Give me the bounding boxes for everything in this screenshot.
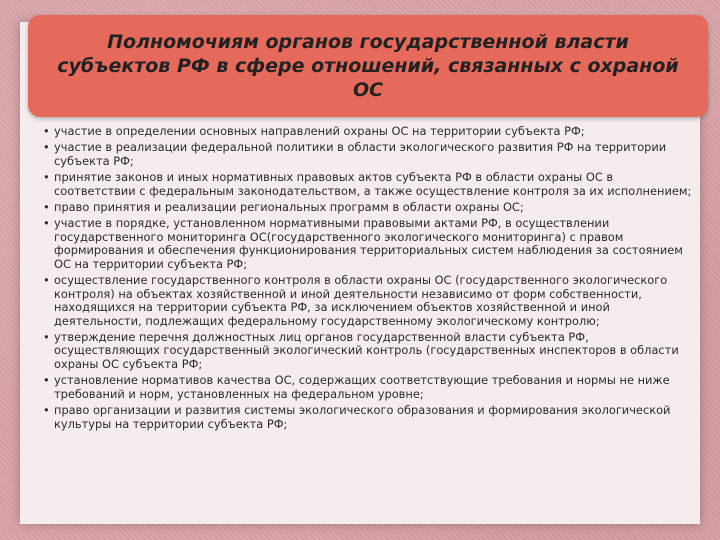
bullet-marker: • <box>43 373 50 388</box>
bullet-marker: • <box>43 215 50 230</box>
bullet-text: осуществление государственного контроля в области охраны ОС (государственного экологического контроля) на объектах хозяйственной и иной деятельности независимо от форм собственности, находящихся на территории субъекта РФ, за исключением объектов хозяйственной и иной деятельности, подлежащих федеральному государственному экологическому контролю; <box>54 272 668 328</box>
bullet-text: утверждение перечня должностных лиц органов государственной власти субъекта РФ, осуществляющих государственный экологический контроль (государственных инспекторов в области охраны ОС субъекта РФ; <box>54 329 679 372</box>
slide-title: Полномочиям органов государственной власти субъектов РФ в сфере отношений, связанных с охраной ОС <box>57 31 679 101</box>
bullet-marker: • <box>43 199 50 214</box>
bullet-marker: • <box>43 329 50 344</box>
bullet-text: право организации и развития системы экологического образования и формирования экологической культуры на территории субъекта РФ; <box>54 403 671 431</box>
bullet-text: право принятия и реализации региональных программ в области охраны ОС; <box>54 199 524 214</box>
bullet-marker: • <box>43 272 50 287</box>
bullet-item <box>30 141 698 168</box>
bullet-item <box>30 217 698 271</box>
bullet-item <box>30 274 698 328</box>
bullet-marker: • <box>43 169 50 184</box>
bullet-text: участие в порядке, установленном нормативными правовыми актами РФ, в осуществлении государственного мониторинга ОС(государственного экологического мониторинга) с правом формирования и обеспечения функционирования территориальных систем наблюдения за состоянием ОС на территории субъекта РФ; <box>54 215 683 271</box>
bullet-item <box>30 125 698 139</box>
bullet-text: участие в определении основных направлений охраны ОС на территории субъекта РФ; <box>54 124 585 138</box>
bullet-item <box>30 404 698 431</box>
bullet-item <box>30 201 698 215</box>
bullet-text: принятие законов и иных нормативных правовых актов субъекта РФ в области охраны ОС в соответствии с федеральным законодательством, а также осуществление контроля за их исполнением; <box>54 169 692 198</box>
bullet-text: участие в реализации федеральной политики в области экологического развития РФ на территории субъекта РФ; <box>54 140 667 168</box>
bullet-list <box>30 125 698 434</box>
bullet-item <box>30 331 698 372</box>
bullet-item <box>30 171 698 198</box>
bullet-marker: • <box>43 124 50 138</box>
title-banner <box>28 15 708 117</box>
bullet-marker: • <box>43 140 50 155</box>
bullet-item <box>30 374 698 401</box>
bullet-marker: • <box>43 403 50 418</box>
bullet-text: установление нормативов качества ОС, содержащих соответствующие требования и нормы не ниже требований и норм, установленных на федеральном уровне; <box>54 373 670 401</box>
